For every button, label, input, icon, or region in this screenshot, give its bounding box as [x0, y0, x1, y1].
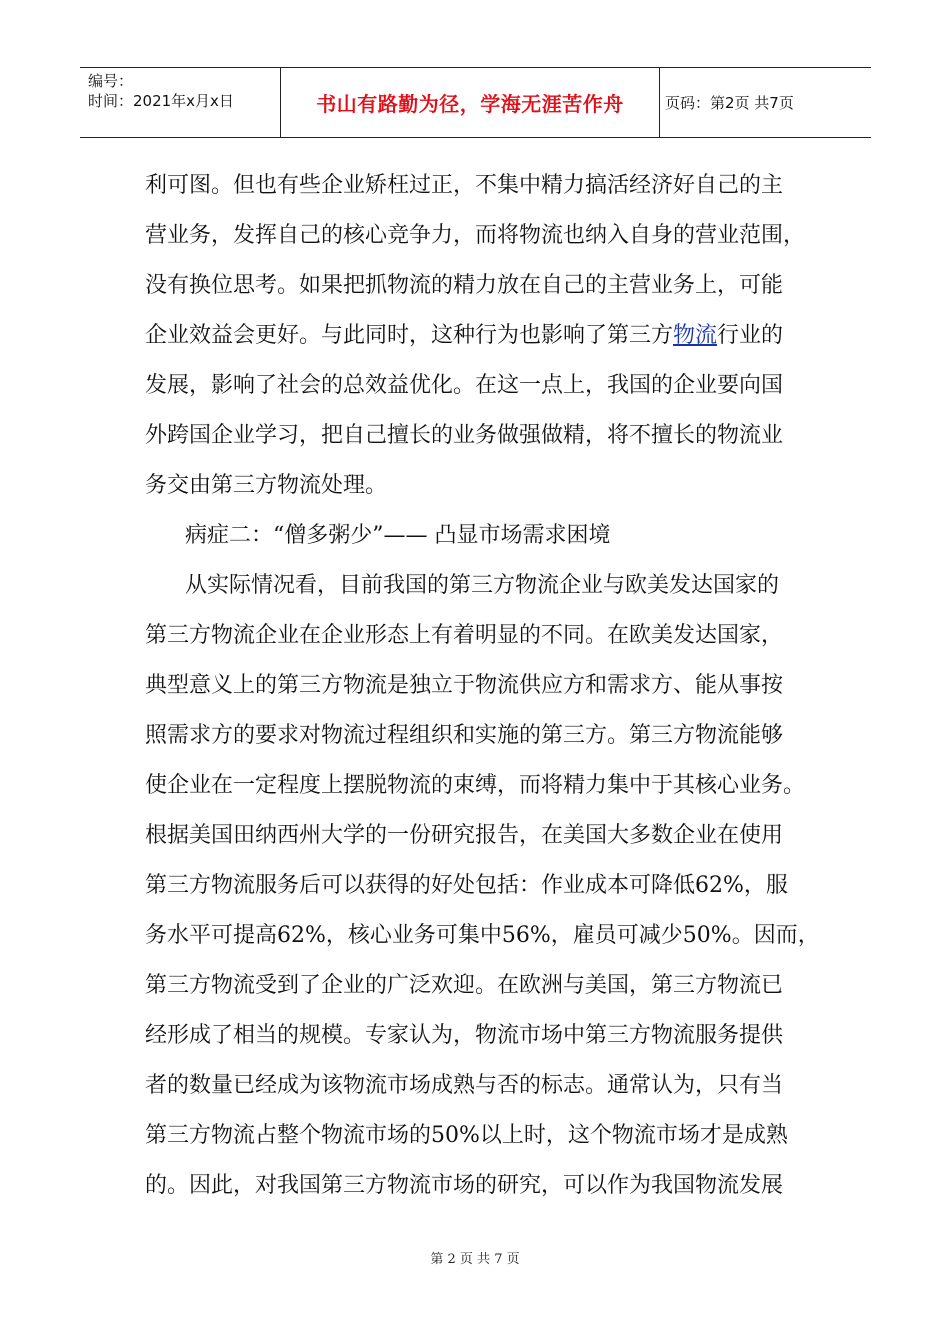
page-footer: [0, 1248, 950, 1267]
page-info: 页码：第2页 共7页: [665, 94, 794, 112]
body-line: 的。因此，对我国第三方物流市场的研究，可以作为我国物流发展: [145, 1173, 784, 1198]
body-line-text: 企业效益会更好。与此同时，这种行为也影响了第三方: [145, 323, 674, 348]
body-line: 者的数量已经成为该物流市场成熟与否的标志。通常认为，只有当: [145, 1073, 784, 1098]
document-body: [145, 169, 825, 1219]
body-line: 发展，影响了社会的总效益优化。在这一点上，我国的企业要向国: [145, 373, 784, 398]
body-line: 利可图。但也有些企业矫枉过正，不集中精力搞活经济好自己的主: [145, 173, 784, 198]
body-line: 务水平可提高62%，核心业务可集中56%，雇员可减少50%。因而，: [145, 923, 820, 948]
body-line: 经形成了相当的规模。专家认为，物流市场中第三方物流服务提供: [145, 1023, 784, 1048]
page-header: [80, 67, 871, 138]
header-motto: 书山有路勤为径，学海无涯苦作舟: [316, 92, 624, 116]
body-line: 根据美国田纳西州大学的一份研究报告，在美国大多数企业在使用: [145, 823, 784, 848]
body-line: 务交由第三方物流处理。: [145, 473, 388, 498]
body-line: 典型意义上的第三方物流是独立于物流供应方和需求方、能从事按: [145, 673, 784, 698]
body-line: [145, 319, 825, 369]
header-right-cell: [659, 68, 871, 137]
body-line-text: 行业的: [717, 323, 784, 348]
header-left-cell: [80, 68, 280, 137]
body-line: 第三方物流占整个物流市场的50%以上时，这个物流市场才是成熟: [145, 1123, 788, 1148]
body-line: 从实际情况看，目前我国的第三方物流企业与欧美发达国家的: [185, 573, 780, 598]
body-line: 没有换位思考。如果把抓物流的精力放在自己的主营业务上，可能: [145, 273, 784, 298]
header-motto-cell: [280, 68, 660, 137]
body-line: 营业务，发挥自己的核心竞争力，而将物流也纳入自身的营业范围，: [145, 223, 806, 248]
body-line: 第三方物流企业在企业形态上有着明显的不同。在欧美发达国家，: [145, 623, 784, 648]
body-line: 照需求方的要求对物流过程组织和实施的第三方。第三方物流能够: [145, 723, 784, 748]
section-heading: 病症二：“僧多粥少”—— 凸显市场需求困境: [185, 523, 611, 548]
document-date: 时间：2021年x月x日: [88, 92, 234, 110]
body-line: 使企业在一定程度上摆脱物流的束缚，而将精力集中于其核心业务。: [145, 773, 806, 798]
document-number-label: 编号：: [88, 72, 134, 90]
footer-page-number: 第 2 页 共 7 页: [430, 1252, 520, 1267]
logistics-link[interactable]: 物流: [673, 323, 718, 348]
body-line: 第三方物流服务后可以获得的好处包括：作业成本可降低62%，服: [145, 873, 788, 898]
body-line: 外跨国企业学习，把自己擅长的业务做强做精，将不擅长的物流业: [145, 423, 784, 448]
body-line: 第三方物流受到了企业的广泛欢迎。在欧洲与美国，第三方物流已: [145, 973, 784, 998]
